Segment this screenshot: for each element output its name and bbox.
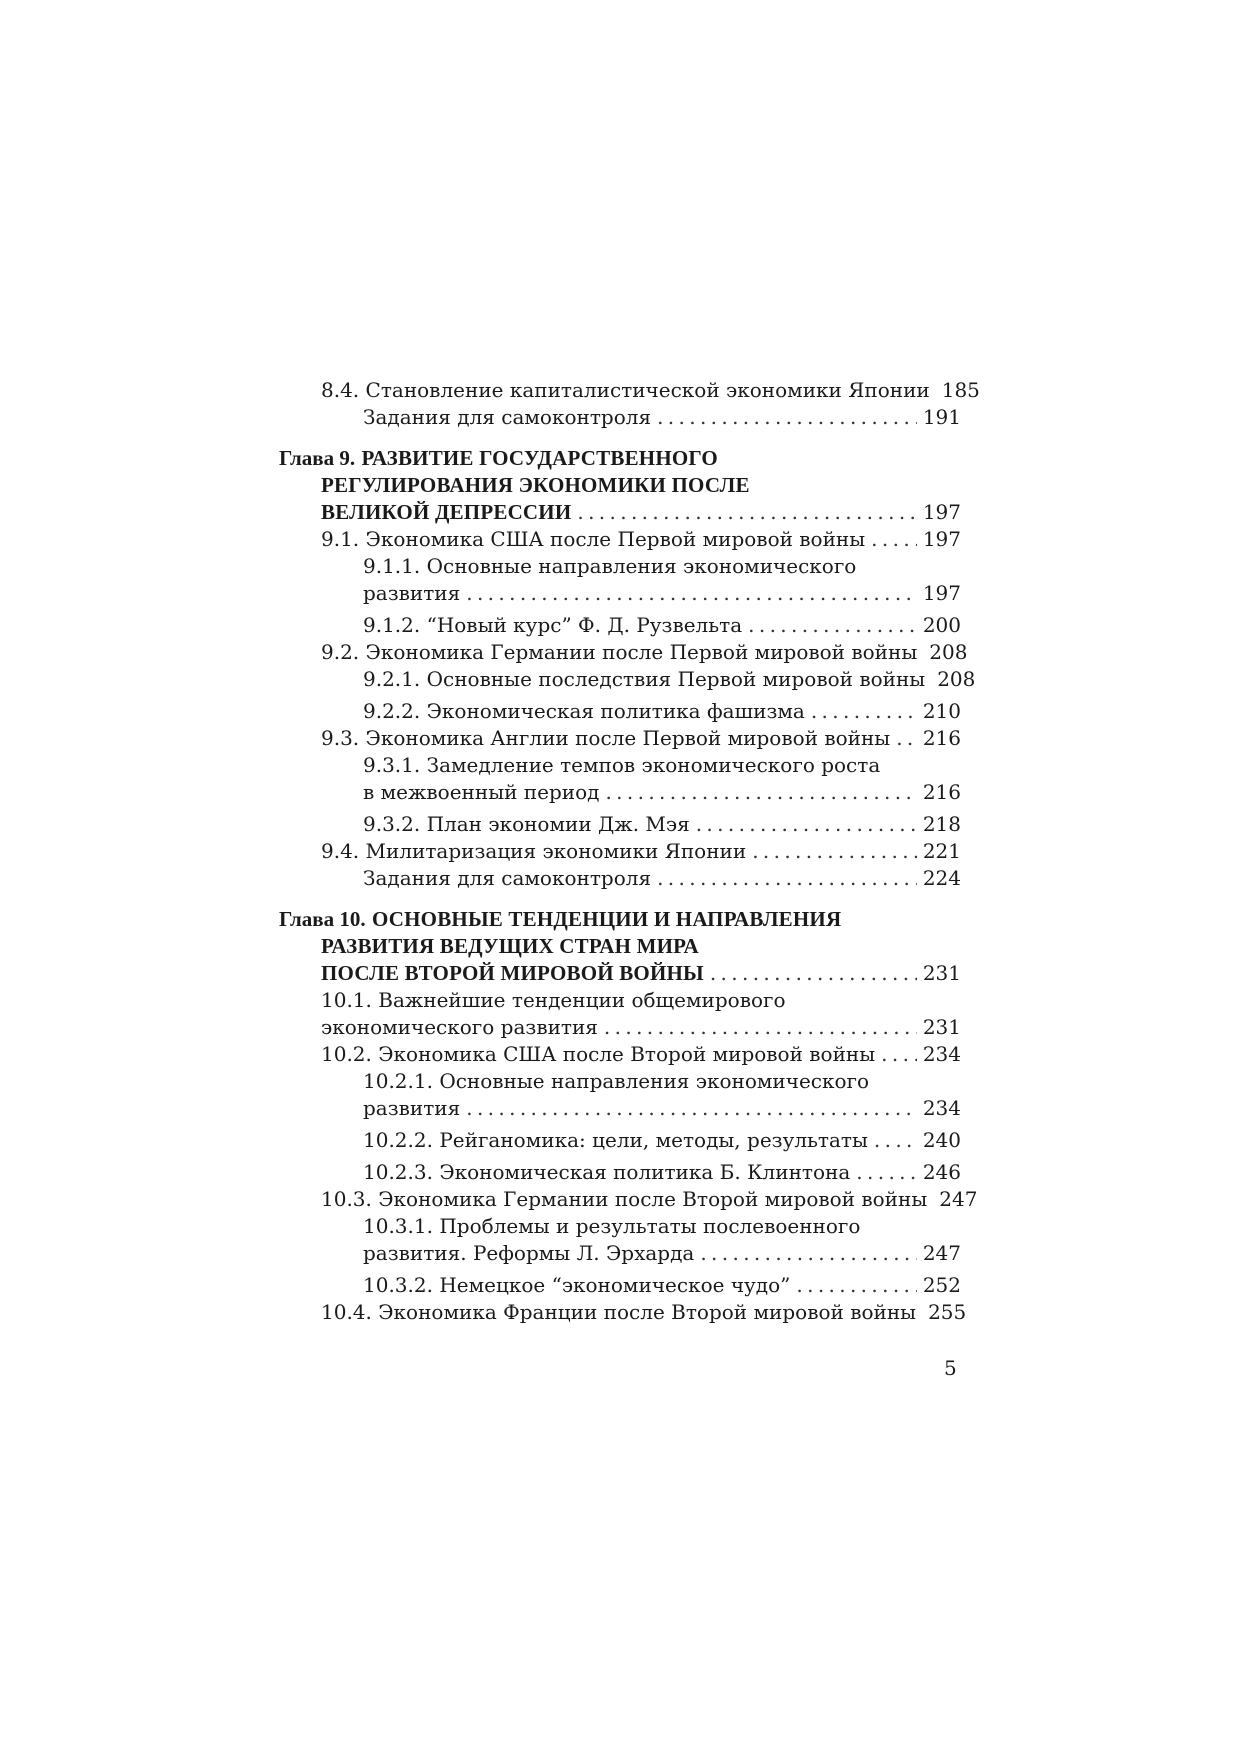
- toc-entry-page: 208: [937, 667, 976, 691]
- toc-entry-page: 231: [922, 1015, 961, 1039]
- toc-entry-title: 10.2.1. Основные направления экономического: [363, 1069, 870, 1093]
- toc-entry[interactable]: [279, 639, 968, 666]
- toc-entry-title: 10.2. Экономика США после Второй мировой войны: [321, 1042, 876, 1066]
- toc-entry-title: 10.3.2. Немецкое “экономическое чудо”: [363, 1273, 791, 1297]
- chapter-title-line: РАЗВИТИЕ ГОСУДАРСТВЕННОГО: [361, 446, 718, 470]
- toc-entry-page: 234: [922, 1096, 961, 1120]
- toc-entry-title: 10.2.3. Экономическая политика Б. Клинтона: [363, 1160, 851, 1184]
- dot-leader: [657, 865, 917, 892]
- dot-leader: [466, 1095, 917, 1122]
- toc-entry-title: развития: [363, 581, 461, 605]
- toc-entry[interactable]: [279, 526, 961, 553]
- dot-leader: [748, 612, 917, 639]
- toc-entry-page: 224: [922, 866, 961, 890]
- toc-entry-title: 10.3.1. Проблемы и результаты послевоенного: [363, 1214, 861, 1238]
- dot-leader: [856, 1159, 917, 1186]
- toc-entry-page: 246: [922, 1160, 961, 1184]
- toc-entry[interactable]: [279, 987, 961, 1041]
- toc-entry-page: 247: [922, 1241, 961, 1265]
- toc-entry-title: 9.2. Экономика Германии после Первой мировой войны: [321, 640, 918, 664]
- chapter-title-line: ВЕЛИКОЙ ДЕПРЕССИИ: [321, 500, 572, 524]
- toc-entry[interactable]: [279, 666, 976, 693]
- toc-entry-title: 10.4. Экономика Франции после Второй мировой войны: [321, 1300, 917, 1324]
- chapter-page: 197: [922, 500, 961, 524]
- chapter-title-line: РАЗВИТИЯ ВЕДУЩИХ СТРАН МИРА: [321, 934, 699, 958]
- toc-entry-title: 9.4. Милитаризация экономики Японии: [321, 839, 747, 863]
- toc-entry[interactable]: [279, 865, 961, 892]
- toc-entry[interactable]: [279, 553, 961, 607]
- toc-entry-title: 9.1. Экономика США после Первой мировой войны: [321, 527, 866, 551]
- toc-entry-page: 197: [922, 581, 961, 605]
- toc-entry-page: 208: [929, 640, 968, 664]
- toc-entry-title: развития: [363, 1096, 461, 1120]
- dot-leader: [710, 960, 917, 987]
- toc-entry-title: экономического развития: [321, 1015, 598, 1039]
- dot-leader: [871, 526, 917, 553]
- chapter-title-line: ОСНОВНЫЕ ТЕНДЕНЦИИ И НАПРАВЛЕНИЯ: [371, 907, 842, 931]
- toc-entry-title: в межвоенный период: [363, 780, 600, 804]
- chapter-title-line: РЕГУЛИРОВАНИЯ ЭКОНОМИКИ ПОСЛЕ: [321, 473, 750, 497]
- dot-leader: [657, 404, 917, 431]
- toc-entry-page: 200: [922, 613, 961, 637]
- toc-entry[interactable]: [279, 752, 961, 806]
- toc-entry[interactable]: [279, 377, 980, 404]
- toc-entry[interactable]: [279, 1186, 978, 1213]
- dot-leader: [577, 499, 916, 526]
- table-of-contents: [279, 377, 980, 1326]
- toc-entry-title: 9.1.1. Основные направления экономического: [363, 554, 857, 578]
- toc-entry-page: 216: [922, 726, 961, 750]
- toc-entry[interactable]: [279, 698, 961, 725]
- toc-entry[interactable]: [279, 1068, 961, 1122]
- toc-entry-page: 210: [922, 699, 961, 723]
- toc-entry-page: 247: [939, 1187, 978, 1211]
- toc-entry-page: 221: [922, 839, 961, 863]
- toc-entry-title: 10.1. Важнейшие тенденции общемирового: [321, 988, 786, 1012]
- dot-leader: [811, 698, 917, 725]
- toc-entry[interactable]: [279, 725, 961, 752]
- dot-leader: [466, 580, 917, 607]
- toc-entry[interactable]: [279, 612, 961, 639]
- page-number: 5: [944, 1356, 957, 1380]
- dot-leader: [796, 1272, 916, 1299]
- toc-entry[interactable]: [279, 838, 961, 865]
- toc-entry-title: 9.3.2. План экономии Дж. Мэя: [363, 812, 690, 836]
- toc-entry-page: 185: [941, 378, 980, 402]
- dot-leader: [874, 1127, 917, 1154]
- toc-entry-title: Задания для самоконтроля: [363, 405, 652, 429]
- toc-entry-page: 197: [922, 527, 961, 551]
- toc-entry-page: 191: [922, 405, 961, 429]
- toc-entry-page: 252: [922, 1273, 961, 1297]
- toc-entry[interactable]: [279, 404, 961, 431]
- dot-leader: [896, 725, 917, 752]
- toc-entry-title: 10.2.2. Рейганомика: цели, методы, результаты: [363, 1128, 868, 1152]
- toc-entry[interactable]: [279, 811, 961, 838]
- toc-entry[interactable]: [279, 1213, 961, 1267]
- toc-entry-page: 216: [922, 780, 961, 804]
- chapter-prefix: Глава 9.: [279, 446, 356, 470]
- toc-entry-page: 234: [922, 1042, 961, 1066]
- toc-entry[interactable]: [279, 1272, 961, 1299]
- toc-entry-title: 9.3.1. Замедление темпов экономического роста: [363, 753, 881, 777]
- dot-leader: [881, 1041, 917, 1068]
- dot-leader: [696, 811, 917, 838]
- toc-entry[interactable]: [279, 1299, 967, 1326]
- toc-entry[interactable]: [279, 1041, 961, 1068]
- toc-entry[interactable]: [279, 1127, 961, 1154]
- toc-entry-title: 9.2.1. Основные последствия Первой мировой войны: [363, 667, 926, 691]
- toc-entry-page: 240: [922, 1128, 961, 1152]
- toc-entry-title: Задания для самоконтроля: [363, 866, 652, 890]
- dot-leader: [604, 1014, 917, 1041]
- toc-entry-title: 9.1.2. “Новый курс” Ф. Д. Рузвельта: [363, 613, 743, 637]
- chapter-title-line: ПОСЛЕ ВТОРОЙ МИРОВОЙ ВОЙНЫ: [321, 961, 704, 985]
- toc-entry-title: развития. Реформы Л. Эрхарда: [363, 1241, 695, 1265]
- dot-leader: [752, 838, 917, 865]
- chapter-heading-9[interactable]: [279, 445, 961, 526]
- chapter-page: 231: [922, 961, 961, 985]
- dot-leader: [700, 1240, 916, 1267]
- chapter-prefix: Глава 10.: [279, 907, 366, 931]
- chapter-heading-10[interactable]: [279, 906, 961, 987]
- toc-entry-title: 9.3. Экономика Англии после Первой мировой войны: [321, 726, 891, 750]
- toc-entry[interactable]: [279, 1159, 961, 1186]
- dot-leader: [605, 779, 916, 806]
- toc-entry-page: 218: [922, 812, 961, 836]
- toc-entry-page: 255: [928, 1300, 967, 1324]
- toc-entry-title: 9.2.2. Экономическая политика фашизма: [363, 699, 805, 723]
- toc-entry-title: 8.4. Становление капиталистической экономики Японии: [321, 378, 930, 402]
- toc-entry-title: 10.3. Экономика Германии после Второй мировой войны: [321, 1187, 928, 1211]
